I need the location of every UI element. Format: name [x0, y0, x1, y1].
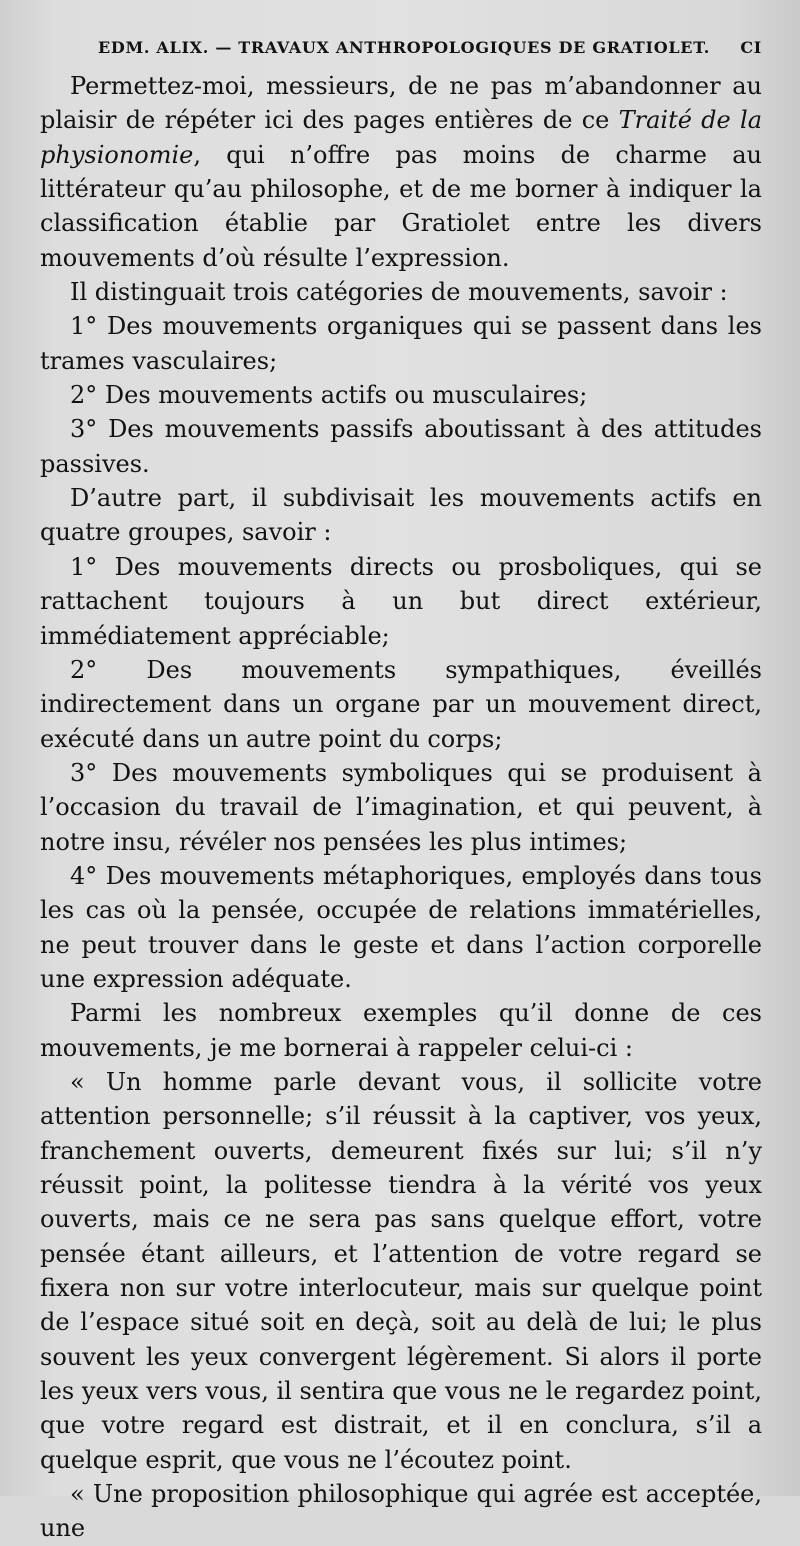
paragraph-category-2: 2° Des mouvements actifs ou musculaires; — [70, 381, 588, 410]
paragraph-subdivision-intro: D’autre part, il subdivisait les mouvements actifs en quatre groupes, savoir : — [40, 484, 762, 547]
paragraph-final-line: « Une proposition philosophique qui agrée est acceptée, une — [40, 1480, 762, 1543]
paragraph-group-1: 1° Des mouvements directs ou prosboliques, qui se rattachent toujours à un but direct extérieur, immédiatement appréciable; — [40, 552, 762, 650]
paragraph-intro-italic-title: Traité de la physionomie — [40, 106, 762, 169]
paragraph-group-4: 4° Des mouvements métaphoriques, employés dans tous les cas où la pensée, occupée de relations immatérielles, ne peut trouver dans le geste et dans l’action corporelle une expression adéquate. — [40, 861, 762, 993]
paragraph-intro-text-1: Permettez-moi, messieurs, de ne pas m’abandonner au plaisir de répéter ici des pages entières de ce — [40, 72, 762, 135]
paragraph-category-3: 3° Des mouvements passifs aboutissant à des attitudes passives. — [40, 415, 762, 478]
running-header — [40, 38, 762, 57]
paragraph-group-2: 2° Des mouvements sympathiques, éveillés indirectement dans un organe par un mouvement direct, exécuté dans un autre point du corps; — [40, 655, 762, 753]
paragraph-intro-text-2: , qui n’offre pas moins de charme au littérateur qu’au philosophe, et de me borner à indiquer la classification établie par Gratiolet entre les divers mouvements d’où résulte l’expression. — [40, 140, 762, 272]
paragraph-category-1: 1° Des mouvements organiques qui se passent dans les trames vasculaires; — [40, 312, 762, 375]
paragraph-quote: « Un homme parle devant vous, il sollicite votre attention personnelle; s’il réussit à la captiver, vos yeux, franchement ouverts, demeurent fixés sur lui; s’il n’y réussit point, la politesse tiendra à la vérité vos yeux ouverts, mais ce ne sera pas sans quelque effort, votre pensée étant ailleurs, et l’attention de votre regard se fixera non sur votre interlocuteur, mais sur quelque point de l’espace situé soit en deçà, soit au delà de lui; le plus souvent les yeux convergent légèrement. Si alors il porte les yeux vers vous, il sentira que vous ne le regardez point, que votre regard est distrait, et il en conclura, s’il a quelque esprit, que vous ne l’écoutez point. — [40, 1067, 762, 1474]
paragraph-categories-intro: Il distinguait trois catégories de mouvements, savoir : — [70, 278, 728, 307]
paragraph-example-intro: Parmi les nombreux exemples qu’il donne de ces mouvements, je me bornerai à rappeler celui-ci : — [40, 999, 762, 1062]
running-title: EDM. ALIX. — TRAVAUX ANTHROPOLOGIQUES DE GRATIOLET. — [98, 38, 711, 57]
paragraph-group-3: 3° Des mouvements symboliques qui se produisent à l’occasion du travail de l’imagination, et qui peuvent, à notre insu, révéler nos pensées les plus intimes; — [40, 758, 762, 856]
paragraph-intro — [40, 69, 762, 275]
page-body — [40, 69, 762, 1546]
page-number: CI — [740, 38, 762, 57]
